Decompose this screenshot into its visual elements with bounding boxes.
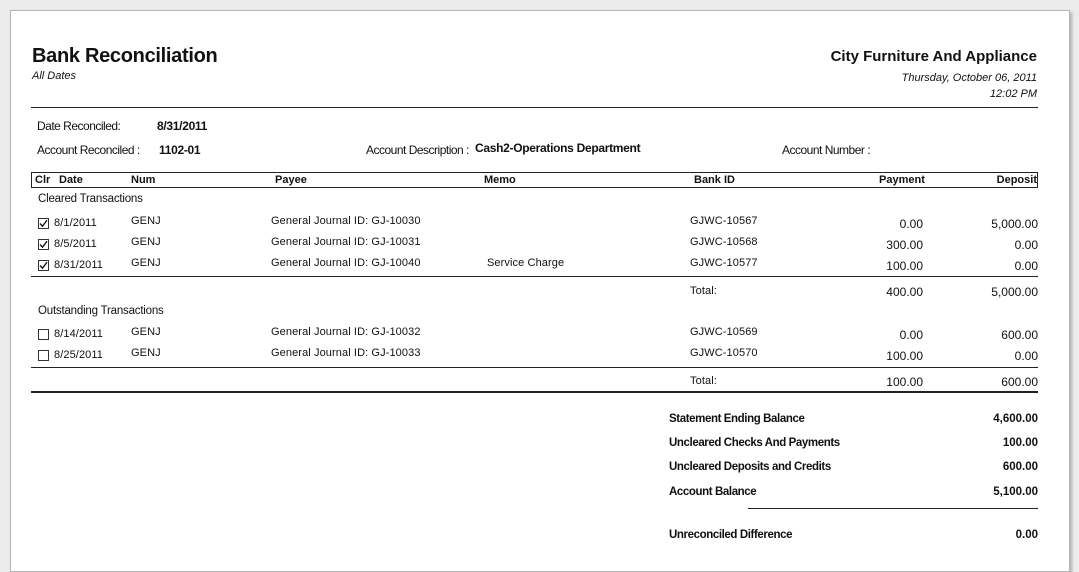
row-payee: General Journal ID: GJ-10040 bbox=[271, 257, 421, 269]
account-reconciled-value: 1102-01 bbox=[159, 143, 201, 157]
row-bank-id: GJWC-10568 bbox=[690, 236, 758, 248]
date-reconciled-value: 8/31/2011 bbox=[157, 119, 208, 133]
row-bank-id: GJWC-10567 bbox=[690, 215, 758, 227]
print-date: Thursday, October 06, 2011 bbox=[901, 72, 1037, 84]
col-date: Date bbox=[59, 174, 83, 186]
row-deposit: 5,000.00 bbox=[991, 217, 1038, 231]
col-payee: Payee bbox=[275, 174, 307, 186]
row-payment: 0.00 bbox=[899, 217, 923, 231]
col-bank-id: Bank ID bbox=[694, 174, 735, 186]
column-header-right-edge bbox=[1037, 172, 1038, 188]
uncleared-checks-value: 100.00 bbox=[1002, 437, 1038, 449]
row-num: GENJ bbox=[131, 236, 161, 248]
row-deposit: 600.00 bbox=[1001, 328, 1038, 342]
table-bottom-line bbox=[31, 391, 1038, 393]
cleared-heading: Cleared Transactions bbox=[38, 193, 143, 205]
col-memo: Memo bbox=[484, 174, 516, 186]
statement-ending-balance-value: 4,600.00 bbox=[993, 413, 1038, 425]
column-header-left-edge bbox=[31, 172, 32, 188]
outstanding-total-deposit: 600.00 bbox=[1001, 375, 1038, 389]
uncleared-deposits-label: Uncleared Deposits and Credits bbox=[669, 461, 831, 473]
cleared-total-payment: 400.00 bbox=[886, 285, 923, 299]
outstanding-total-label: Total: bbox=[690, 375, 717, 387]
row-num: GENJ bbox=[131, 326, 161, 338]
column-header-top-line bbox=[31, 172, 1038, 173]
account-description-label: Account Description : bbox=[366, 143, 469, 157]
row-payment: 300.00 bbox=[886, 238, 923, 252]
statement-ending-balance-label: Statement Ending Balance bbox=[669, 413, 805, 425]
col-num: Num bbox=[131, 174, 156, 186]
cleared-checkbox[interactable] bbox=[38, 260, 49, 271]
cleared-total-label: Total: bbox=[690, 285, 717, 297]
row-date: 8/25/2011 bbox=[54, 349, 104, 361]
outstanding-total-payment: 100.00 bbox=[886, 375, 923, 389]
row-date: 8/1/2011 bbox=[54, 217, 97, 229]
row-date: 8/5/2011 bbox=[54, 238, 97, 250]
row-num: GENJ bbox=[131, 215, 161, 227]
outstanding-heading: Outstanding Transactions bbox=[38, 305, 164, 317]
outstanding-checkbox[interactable] bbox=[38, 329, 49, 340]
cleared-checkbox[interactable] bbox=[38, 239, 49, 250]
row-payment: 100.00 bbox=[886, 259, 923, 273]
account-reconciled-label: Account Reconciled : bbox=[37, 143, 140, 157]
outstanding-total-line bbox=[31, 367, 1038, 368]
outstanding-checkbox[interactable] bbox=[38, 350, 49, 361]
row-deposit: 0.00 bbox=[1014, 349, 1038, 363]
col-payment: Payment bbox=[879, 174, 925, 186]
date-range: All Dates bbox=[32, 70, 77, 82]
summary-divider bbox=[748, 508, 1038, 509]
row-payment: 0.00 bbox=[899, 328, 923, 342]
account-description-value: Cash2-Operations Department bbox=[475, 141, 641, 155]
row-date: 8/31/2011 bbox=[54, 259, 104, 271]
row-deposit: 0.00 bbox=[1014, 259, 1038, 273]
account-number-label: Account Number : bbox=[782, 143, 871, 157]
row-num: GENJ bbox=[131, 347, 161, 359]
row-num: GENJ bbox=[131, 257, 161, 269]
row-payee: General Journal ID: GJ-10032 bbox=[271, 326, 421, 338]
cleared-total-deposit: 5,000.00 bbox=[991, 285, 1038, 299]
row-bank-id: GJWC-10577 bbox=[690, 257, 758, 269]
report-title: Bank Reconciliation bbox=[32, 45, 218, 67]
column-header-bottom-line bbox=[31, 187, 1038, 188]
header-divider bbox=[31, 107, 1038, 108]
col-deposit: Deposit bbox=[996, 174, 1037, 186]
account-balance-label: Account Balance bbox=[669, 486, 757, 498]
row-date: 8/14/2011 bbox=[54, 328, 104, 340]
cleared-total-line bbox=[31, 276, 1038, 277]
account-balance-value: 5,100.00 bbox=[993, 486, 1038, 498]
row-memo: Service Charge bbox=[487, 257, 565, 269]
row-deposit: 0.00 bbox=[1014, 238, 1038, 252]
unreconciled-difference-value: 0.00 bbox=[1015, 529, 1038, 541]
row-payment: 100.00 bbox=[886, 349, 923, 363]
row-bank-id: GJWC-10569 bbox=[690, 326, 758, 338]
row-payee: General Journal ID: GJ-10030 bbox=[271, 215, 421, 227]
print-time: 12:02 PM bbox=[989, 88, 1037, 100]
cleared-checkbox[interactable] bbox=[38, 218, 49, 229]
row-payee: General Journal ID: GJ-10031 bbox=[271, 236, 421, 248]
uncleared-deposits-value: 600.00 bbox=[1002, 461, 1038, 473]
date-reconciled-label: Date Reconciled: bbox=[37, 119, 121, 133]
row-payee: General Journal ID: GJ-10033 bbox=[271, 347, 421, 359]
unreconciled-difference-label: Unreconciled Difference bbox=[669, 529, 793, 541]
report-page bbox=[10, 10, 1070, 572]
uncleared-checks-label: Uncleared Checks And Payments bbox=[669, 437, 840, 449]
col-clr: Clr bbox=[35, 174, 51, 186]
company-name: City Furniture And Appliance bbox=[830, 48, 1037, 65]
row-bank-id: GJWC-10570 bbox=[690, 347, 758, 359]
